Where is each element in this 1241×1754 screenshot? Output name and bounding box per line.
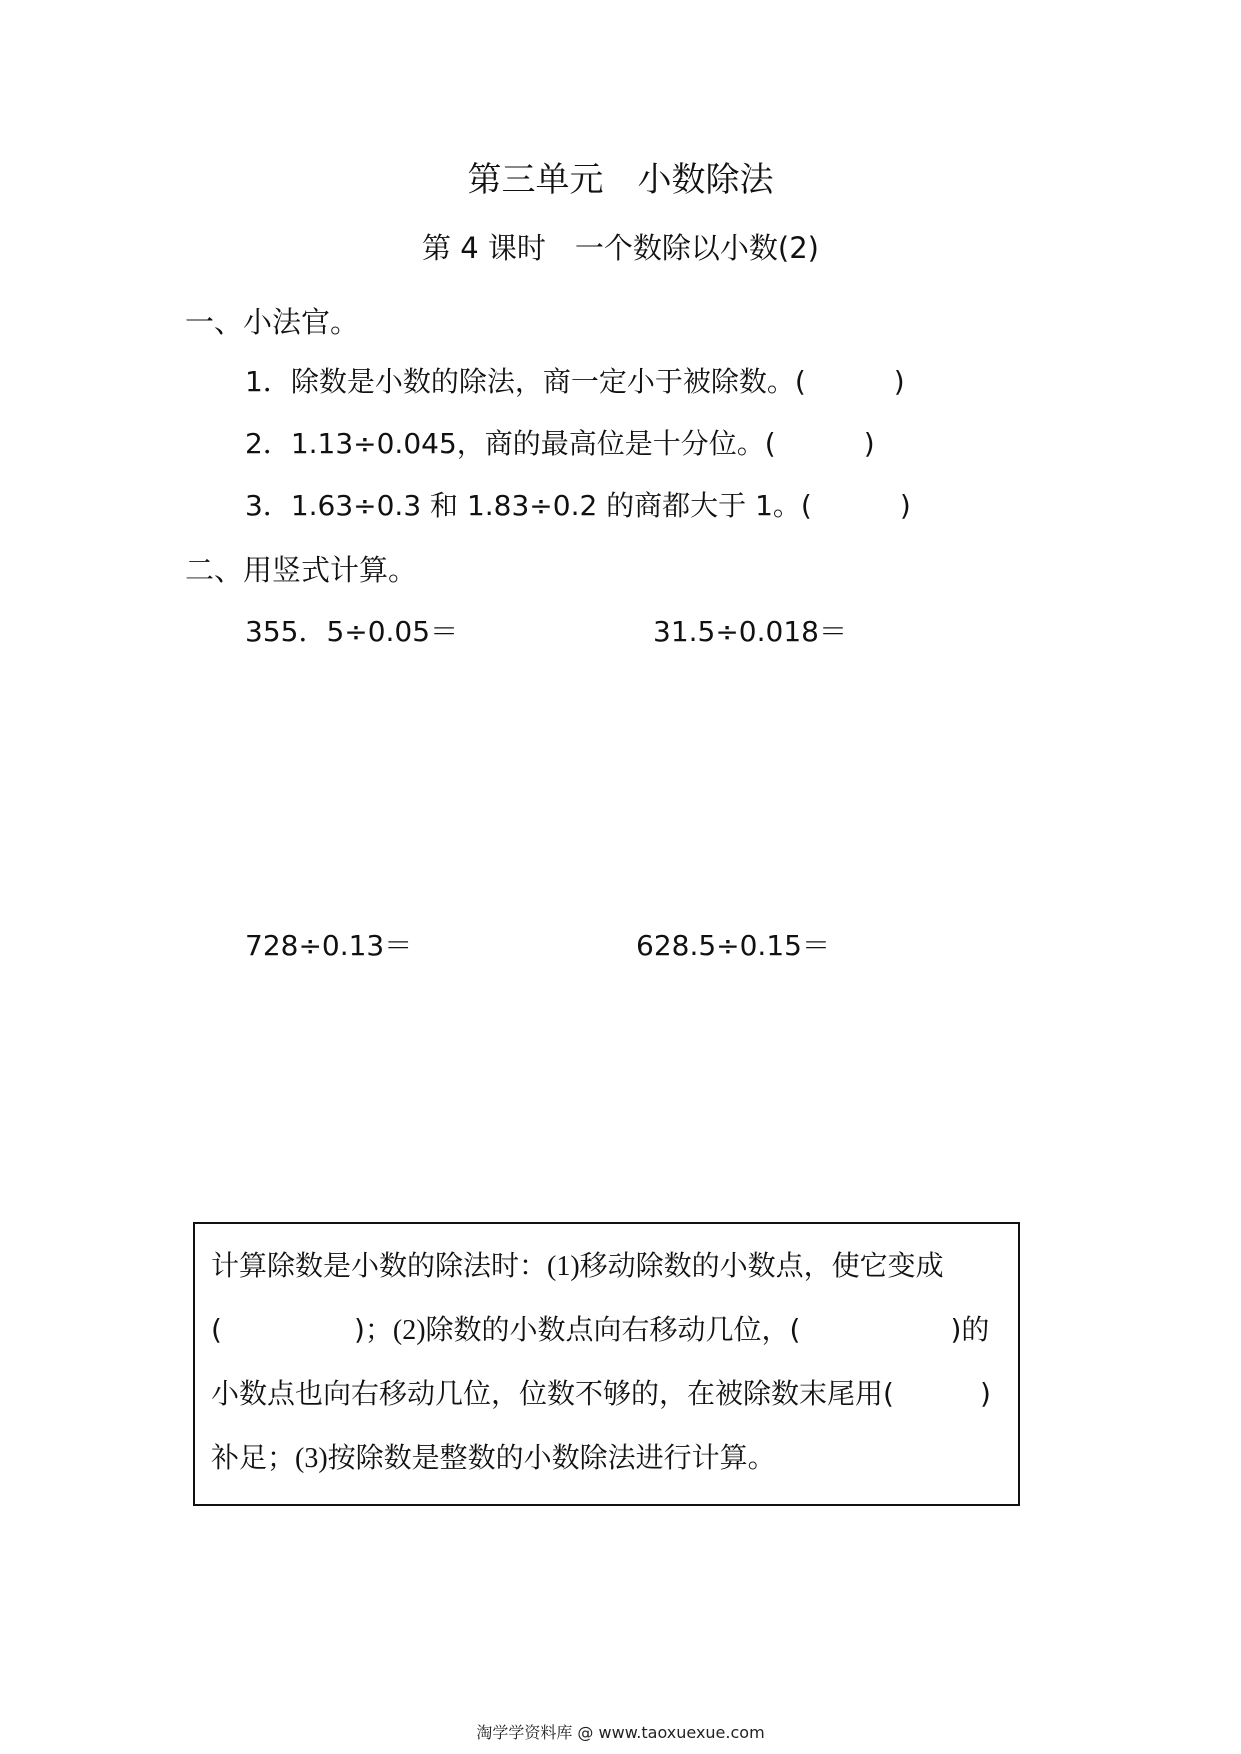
summary-text: 计算除数是小数的除法时： (211, 1249, 548, 1282)
judgment-item-1-close: ) (893, 365, 905, 398)
judgment-item-2 (245, 424, 875, 464)
calc-problem-4: 628.5÷0.15＝ (636, 929, 830, 962)
summary-text: 按除数是整数的小数除法进行计算。 (327, 1441, 776, 1474)
step-number-3: (3) (295, 1443, 328, 1474)
step-number-1: (1) (547, 1251, 580, 1282)
summary-text: 除数的小数点向右移动几位，( (425, 1313, 801, 1346)
summary-text: )； (353, 1313, 393, 1346)
summary-line-3 (211, 1374, 991, 1414)
footer-watermark: 淘学学资料库 @ www.taoxuexue.com (476, 1723, 765, 1742)
step-number-2: (2) (392, 1315, 426, 1346)
judgment-item-3-text: 3．1.63÷0.3 和 1.83÷0.2 的商都大于 1。( (245, 489, 812, 522)
unit-title: 第三单元 小数除法 (467, 160, 774, 200)
summary-text: ( (211, 1313, 222, 1346)
judgment-item-1 (245, 362, 905, 402)
summary-line-4 (211, 1438, 776, 1479)
judgment-item-1-text: 1．除数是小数的除法，商一定小于被除数。( (245, 365, 806, 398)
calc-problem-2: 31.5÷0.018＝ (653, 615, 847, 648)
calc-problem-1: 355．5÷0.05＝ (245, 615, 459, 648)
lesson-title: 第 4 课时 一个数除以小数(2) (422, 231, 819, 265)
summary-text: 小数点也向右移动几位，位数不够的，在被除数末尾用( (211, 1377, 894, 1410)
judgment-item-2-text: 2．1.13÷0.045，商的最高位是十分位。( (245, 427, 776, 460)
summary-text: ) (979, 1377, 991, 1410)
section-1-heading: 一、小法官。 (185, 305, 360, 339)
section-2-heading: 二、用竖式计算。 (185, 553, 418, 587)
summary-text: 移动除数的小数点，使它变成 (579, 1249, 944, 1282)
summary-line-1 (211, 1246, 944, 1287)
judgment-item-2-close: ) (863, 427, 875, 460)
summary-line-2 (211, 1310, 989, 1351)
judgment-item-3 (245, 486, 911, 526)
summary-text: )的 (950, 1313, 990, 1346)
summary-text: 补足； (211, 1441, 296, 1474)
summary-box (193, 1222, 1020, 1506)
judgment-item-3-close: ) (899, 489, 911, 522)
calc-problem-3: 728÷0.13＝ (245, 929, 413, 962)
